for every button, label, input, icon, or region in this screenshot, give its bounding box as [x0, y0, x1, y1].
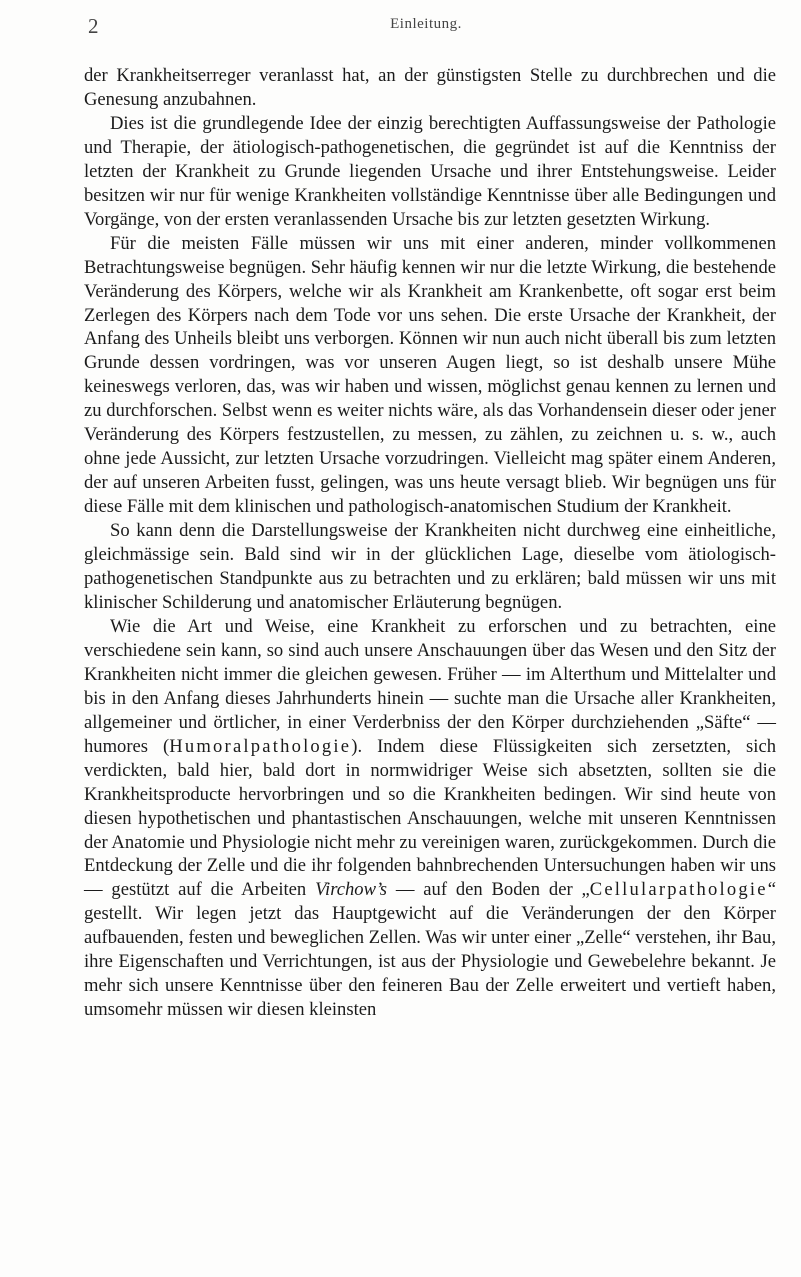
paragraph-presentation: So kann denn die Darstellungsweise der Krankheiten nicht durchweg eine einheitliche, gleichmässige sein. Bald sind wir in der glücklichen Lage, dieselbe vom ätiologisch-pathogenetischen Standpunkte aus zu betrachten und zu erklären; bald müssen wir uns mit klinischer Schilderung und anatomischer Erläuterung begnügen. [84, 520, 776, 613]
term-cellularpathologie: Cellularpathologie [589, 879, 768, 901]
text-segment: Wie die Art und Weise, eine Krankheit zu erforschen und zu betrachten, eine verschiedene sein kann, so sind auch unsere Anschauungen über das Wesen und den Sitz der Krankheiten nicht immer die gleichen gewesen. Früher — im Alterthum und Mittelalter und bis in den Anfang dieses Jahrhunderts hinein — suchte man die Ursache aller Krankheiten, allgemeiner und örtlicher, in einer Verderbniss der den Körper durchziehenden „Säfte“ — humores ( [84, 615, 776, 757]
running-head: Einleitung. [390, 16, 462, 32]
paragraph-continuation: der Krankheitserreger veranlasst hat, an der günstigsten Stelle zu durchbrechen und die Genesung anzubahnen. [84, 65, 776, 110]
paragraph-clinical-study: Für die meisten Fälle müssen wir uns mit einer anderen, minder vollkommenen Betrachtungsweise begnügen. Sehr häufig kennen wir nur die letzte Wirkung, die bestehende Veränderung des Körpers, welche wir als Krankheit am Krankenbette, oft sogar erst beim Zerlegen des Körpers nach dem Tode vor uns sehen. Die erste Ursache der Krankheit, der Anfang des Unheils bleibt uns verborgen. Können wir nun auch nicht überall bis zum letzten Grunde dessen vordringen, was vor unseren Augen liegt, so ist deshalb unsere Mühe keineswegs verloren, das, was wir haben und wissen, möglichst genau kennen zu lernen und zu durchforschen. Selbst wenn es weiter nichts wäre, als das Vorhandensein dieser oder jener Veränderung des Körpers festzustellen, zu messen, zu zählen, zu zeichnen u. s. w., auch ohne jede Aussicht, zur letzten Ursache vorzudringen. Vielleicht mag später einem Anderen, der auf unseren Arbeiten fusst, gelingen, was uns heute versagt blieb. Wir begnügen uns für diese Fälle mit dem klinischen und pathologisch-anatomischen Studium der Krankheit. [84, 232, 776, 518]
page-header [80, 14, 772, 44]
page-number: 2 [88, 14, 99, 38]
body-text [84, 64, 776, 1022]
term-humoralpathologie: Humoralpathologie [169, 735, 352, 757]
text-segment: ). Indem diese Flüssigkeiten sich zersetzten, sich verdickten, bald hier, bald dort in normwidriger Weise sich absetzten, sollten sie die Krankheitsproducte hervorbringen und so die Krankheiten bedingen. Wir sind heute von diesen hypothetischen und phantastischen Anschauungen, welche mit unseren Kenntnissen der Anatomie und Physiologie nicht mehr zu vereinigen waren, zurückgekommen. Durch die Entdeckung der Zelle und die ihr folgenden bahnbrechenden Untersuchungen haben wir uns — gestützt auf die Arbeiten [84, 735, 777, 901]
paragraph-aetiology: Dies ist die grundlegende Idee der einzig berechtigten Auffassungsweise der Pathologie und Therapie, der ätiologisch-pathogenetischen, die gegründet ist auf die Kenntniss der letzten der Krankheit zu Grunde liegenden Ursache und ihrer Entstehungsweise. Leider besitzen wir nur für wenige Krankheiten vollständige Kenntnisse über alle Bedingungen und Vorgänge, von der ersten veranlassenden Ursache bis zur letzten gesetzten Wirkung. [84, 112, 776, 230]
paragraph-pathology-history [84, 615, 776, 1022]
author-name: Virchow’s [315, 879, 388, 901]
text-segment: — auf den Boden der „ [387, 879, 590, 901]
text-segment: “ gestellt. Wir legen jetzt das Hauptgewicht auf die Veränderungen der den Körper aufbauenden, festen und beweglichen Zellen. Was wir unter einer „Zelle“ verstehen, ihr Bau, ihre Eigenschaften und Verrichtungen, ist aus der Physiologie und Gewebelehre bekannt. Je mehr sich unsere Kenntnisse über den feineren Bau der Zelle erweitert und vertieft haben, umsomehr müssen wir diesen kleinsten [84, 879, 776, 1021]
